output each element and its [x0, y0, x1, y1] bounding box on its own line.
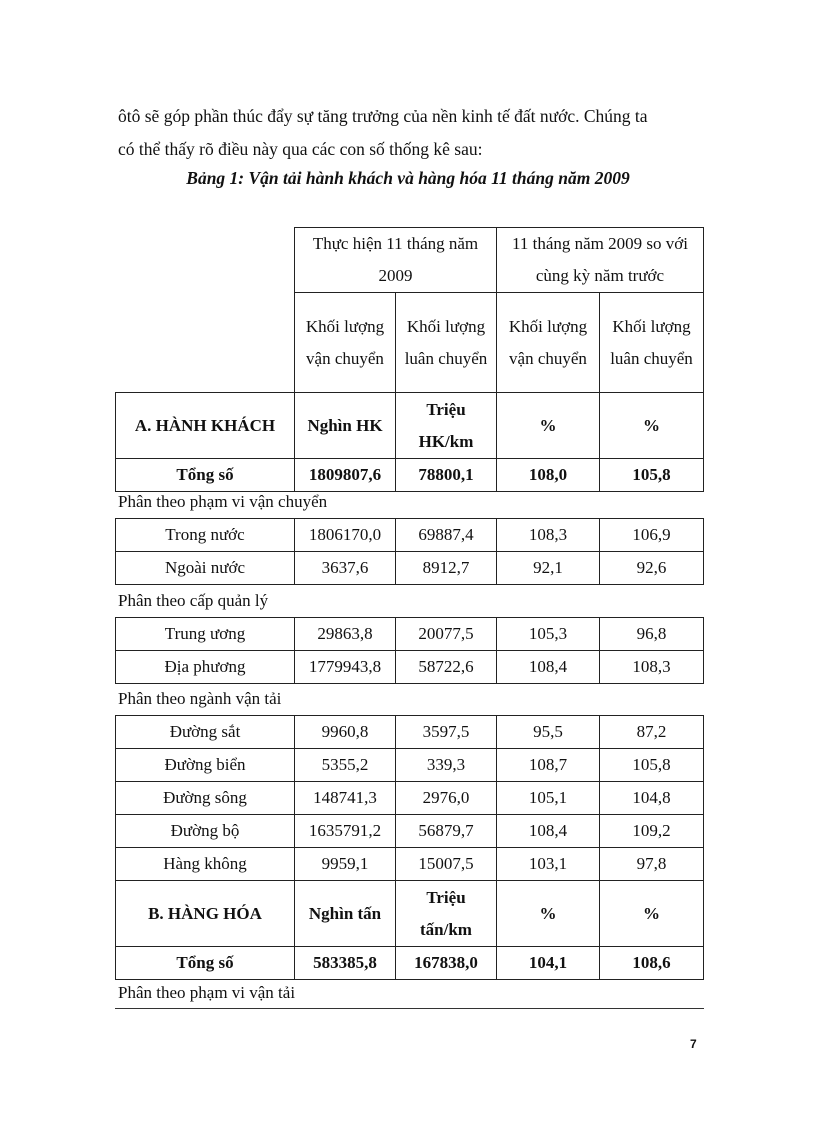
table-cell: 1809807,6	[295, 459, 396, 492]
table-cell: 2976,0	[396, 782, 497, 815]
table-cell: 78800,1	[396, 459, 497, 492]
table-cell: 29863,8	[295, 618, 396, 651]
section-label-cargo-scope: Phân theo phạm vi vận tải	[118, 983, 296, 1002]
table-cell: 1779943,8	[295, 651, 396, 684]
table-cell: 105,3	[497, 618, 600, 651]
page-number: 7	[690, 1037, 697, 1051]
table-cell: 8912,7	[396, 552, 497, 585]
table-cell: Tổng số	[116, 459, 295, 492]
table-cell: Tổng số	[116, 947, 295, 980]
table-cell: 92,6	[600, 552, 704, 585]
header-rotation-actual: Khối lượng luân chuyển	[396, 293, 497, 393]
table-cell: 104,8	[600, 782, 704, 815]
cargo-unit-volume: Nghìn tấn	[295, 881, 396, 947]
table-cell: 167838,0	[396, 947, 497, 980]
table-cell: Đường sông	[116, 782, 295, 815]
table-cell: 108,4	[497, 815, 600, 848]
header-group-actual: Thực hiện 11 tháng năm 2009	[295, 228, 497, 293]
table-cell: 105,8	[600, 459, 704, 492]
table-row	[116, 848, 704, 881]
table-header-block	[115, 227, 704, 492]
table-cell: 5355,2	[295, 749, 396, 782]
table-cell: 103,1	[497, 848, 600, 881]
table-row	[116, 749, 704, 782]
table-cell: 108,6	[600, 947, 704, 980]
table-cell: Địa phương	[116, 651, 295, 684]
table-row	[116, 651, 704, 684]
table-cell: Ngoài nước	[116, 552, 295, 585]
cargo-unit-rotation: Triệu tấn/km	[396, 881, 497, 947]
table-cell: 104,1	[497, 947, 600, 980]
table-row	[116, 815, 704, 848]
table-sector-block	[115, 715, 704, 980]
table-cell: 105,8	[600, 749, 704, 782]
table-cell: 95,5	[497, 716, 600, 749]
table-cell: 56879,7	[396, 815, 497, 848]
empty-corner-cell	[116, 228, 295, 393]
table-cell: 108,3	[600, 651, 704, 684]
passenger-title: A. HÀNH KHÁCH	[116, 393, 295, 459]
cargo-unit-pct-1: %	[497, 881, 600, 947]
table-cell: 1635791,2	[295, 815, 396, 848]
table-cell: 20077,5	[396, 618, 497, 651]
table-cell: 97,8	[600, 848, 704, 881]
table-cell: Đường biển	[116, 749, 295, 782]
table-cell: 106,9	[600, 519, 704, 552]
section-label-management: Phân theo cấp quản lý	[118, 591, 269, 610]
table-cell: 58722,6	[396, 651, 497, 684]
table-cell: 148741,3	[295, 782, 396, 815]
header-group-comparison: 11 tháng năm 2009 so với cùng kỳ năm trước	[497, 228, 704, 293]
table-row	[116, 552, 704, 585]
table-scope-block	[115, 518, 704, 585]
table-row	[116, 618, 704, 651]
table-cell: 109,2	[600, 815, 704, 848]
cargo-unit-pct-2: %	[600, 881, 704, 947]
table-cell: Hàng không	[116, 848, 295, 881]
table-row	[116, 782, 704, 815]
table-cell: 92,1	[497, 552, 600, 585]
header-volume-actual: Khối lượng vận chuyển	[295, 293, 396, 393]
table-row	[116, 716, 704, 749]
cargo-title: B. HÀNG HÓA	[116, 881, 295, 947]
passenger-unit-pct-2: %	[600, 393, 704, 459]
table-cell: 9960,8	[295, 716, 396, 749]
table-cell: 3597,5	[396, 716, 497, 749]
table-cell: 108,0	[497, 459, 600, 492]
header-rotation-compare: Khối lượng luân chuyển	[600, 293, 704, 393]
passenger-total-row	[116, 459, 704, 492]
passenger-unit-volume: Nghìn HK	[295, 393, 396, 459]
table-cell: 108,7	[497, 749, 600, 782]
passenger-unit-rotation: Triệu HK/km	[396, 393, 497, 459]
table-cell: Đường sắt	[116, 716, 295, 749]
section-label-scope: Phân theo phạm vi vận chuyển	[118, 492, 328, 511]
footer-divider	[115, 1008, 704, 1009]
body-text-line-2: có thể thấy rõ điều này qua các con số thống kê sau:	[118, 139, 483, 159]
table-cell: 583385,8	[295, 947, 396, 980]
table-cell: 108,4	[497, 651, 600, 684]
table-cell: 15007,5	[396, 848, 497, 881]
body-text-line-1: ôtô sẽ góp phần thúc đẩy sự tăng trưởng của nền kinh tế đất nước. Chúng ta	[118, 106, 648, 126]
section-label-sector: Phân theo ngành vận tải	[118, 689, 282, 708]
table-caption: Bảng 1: Vận tải hành khách và hàng hóa 11 tháng năm 2009	[186, 168, 630, 188]
table-cell: Trung ương	[116, 618, 295, 651]
table-cell: Trong nước	[116, 519, 295, 552]
table-row	[116, 519, 704, 552]
table-cell: 96,8	[600, 618, 704, 651]
table-cell: 108,3	[497, 519, 600, 552]
table-cell: 69887,4	[396, 519, 497, 552]
table-cell: 87,2	[600, 716, 704, 749]
table-cell: 339,3	[396, 749, 497, 782]
table-cell: 1806170,0	[295, 519, 396, 552]
header-volume-compare: Khối lượng vận chuyển	[497, 293, 600, 393]
table-cell: 3637,6	[295, 552, 396, 585]
table-management-block	[115, 617, 704, 684]
table-cell: 9959,1	[295, 848, 396, 881]
cargo-total-row	[116, 947, 704, 980]
passenger-unit-pct-1: %	[497, 393, 600, 459]
table-cell: Đường bộ	[116, 815, 295, 848]
table-cell: 105,1	[497, 782, 600, 815]
